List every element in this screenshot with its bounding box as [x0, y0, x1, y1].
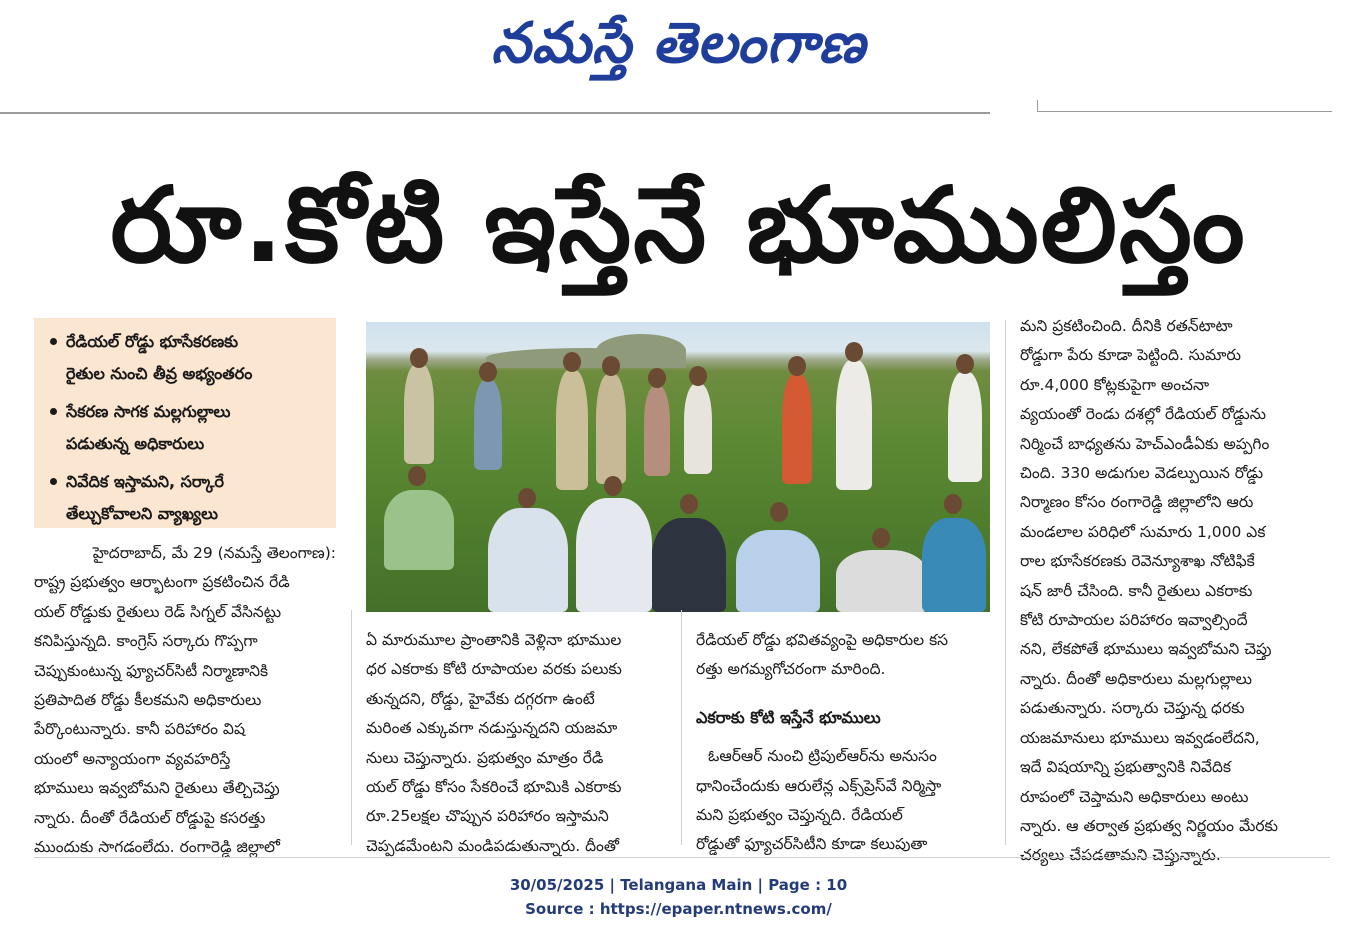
article-text: రూ.4,000 కోట్లకుపైగా అంచనా: [1020, 375, 1210, 394]
article-text: రూ.25లక్షల చొప్పున పరిహారం ఇస్తామని: [366, 807, 609, 826]
person-figure: [474, 380, 502, 470]
person-head: [689, 366, 707, 386]
person-figure: [782, 374, 812, 484]
header-rule: [0, 112, 990, 114]
person-head: [944, 494, 962, 514]
person-head: [518, 488, 536, 508]
person-head: [604, 476, 622, 496]
hill-shape: [486, 348, 686, 368]
article-text: రేడియల్ రోడ్డు భవితవ్యంపై అధికారుల కస: [696, 631, 949, 649]
news-photo: [366, 322, 990, 612]
person-figure: [596, 374, 626, 484]
article-text: మండలాల పరిధిలో సుమారు 1,000 ఎక: [1020, 522, 1266, 541]
article-column-4: [1020, 312, 1328, 871]
article-text: మరింత ఎక్కువగా నడుస్తున్నదని యజమా: [366, 719, 618, 738]
footer-rule: [34, 857, 1330, 858]
article-text: కోటి రూపాయల పరిహారం ఇవ్వాల్సిందే: [1020, 611, 1248, 630]
article-text: మని ప్రభుత్వం చెప్తున్నది. రేడియల్: [696, 806, 903, 825]
person-figure: [644, 386, 670, 476]
highlight-line: రేడియల్ రోడ్డు భూసేకరణకు: [66, 332, 239, 351]
masthead-logo: నమస్తే తెలంగాణ: [491, 10, 866, 76]
person-figure: [652, 518, 726, 612]
article-text: చర్యలు చేపడతామని చెప్తున్నారు.: [1020, 846, 1221, 865]
highlight-line: సేకరణ సాగక మల్లగుల్లాలు: [66, 402, 231, 421]
article-text: చింది. 330 అడుగుల వెడల్పుయిన రోడ్డు: [1020, 464, 1264, 483]
article-text: న్నారు. ఆ తర్వాత ప్రభుత్వ నిర్ణయం మేరకు: [1020, 816, 1279, 835]
article-text: ధర ఎకరాకు కోటి రూపాయల వరకు పలుకు: [366, 660, 622, 679]
person-head: [563, 352, 581, 372]
column-divider: [1005, 320, 1006, 845]
person-head: [956, 354, 974, 374]
article-text: రోడ్డుతో ఫ్యూచర్‌సిటీని కూడా కలుపుతా: [696, 835, 928, 854]
article-text: ధానించేందుకు ఆరులేన్ల ఎక్స్‌ప్రెస్‌వే నిర్మిస్తా: [696, 776, 942, 795]
article-text: న్నారు. దీంతో రేడియల్ రోడ్డుపై కసరత్తు: [34, 808, 266, 827]
article-text: ముందుకు సాగడంలేదు. రంగారెడ్డి జిల్లాలో: [34, 838, 280, 857]
person-head: [680, 494, 698, 514]
article-text: మని ప్రకటించింది. దీనికి రతన్‌టాటా: [1020, 317, 1233, 335]
person-figure: [736, 530, 820, 612]
article-text: రత్తు అగమ్యగోచరంగా మారింది.: [696, 660, 886, 679]
highlight-line: తేల్చుకోవాలని వ్యాఖ్యలు: [66, 504, 218, 523]
article-text: ఓఆర్‌ఆర్ నుంచి ట్రిపుల్‌ఆర్‌ను అనుసం: [708, 747, 937, 766]
bullet-icon: [50, 408, 57, 415]
article-text: రాష్ట్ర ప్రభుత్వం ఆర్భాటంగా ప్రకటించిన రేడి: [34, 573, 290, 592]
person-head: [770, 502, 788, 522]
highlight-line: పడుతున్న అధికారులు: [66, 434, 205, 453]
person-head: [788, 356, 806, 376]
article-text: భూములు ఇవ్వబోమని రైతులు తేల్చిచెప్తు: [34, 779, 280, 798]
article-text: వ్యయంతో రెండు దశల్లో రేడియల్ రోడ్డును: [1020, 405, 1266, 424]
person-figure: [836, 550, 928, 612]
article-subheading: ఎకరాకు కోటి ఇస్తేనే భూములు: [696, 707, 881, 727]
person-head: [845, 342, 863, 362]
article-text: కనిపిస్తున్నది. కాంగ్రెస్ సర్కారు గొప్పగా: [34, 632, 258, 651]
article-text: పడుతున్నారు. సర్కారు చెప్తున్న ధరకు: [1020, 699, 1245, 718]
column-divider: [351, 610, 352, 845]
highlight-item: [42, 396, 330, 460]
person-figure: [836, 360, 872, 490]
person-figure: [948, 372, 982, 482]
article-text: ఏ మారుమూల ప్రాంతానికి వెళ్లినా భూముల: [366, 631, 622, 649]
article-text: నిర్మించే బాధ్యతను హెచ్‌ఎండీఏకు అప్పగిం: [1020, 434, 1270, 453]
person-head: [479, 362, 497, 382]
person-figure: [404, 364, 434, 464]
article-text: రోడ్డుగా పేరు కూడా పెట్టింది. సుమారు: [1020, 346, 1241, 365]
person-figure: [556, 370, 588, 490]
headline: రూ.కోటి ఇస్తేనే భూములిస్తం: [110, 164, 1247, 286]
article-text: షన్ జారీ చేసింది. కానీ రైతులు ఎకరాకు: [1020, 581, 1253, 600]
article-text: ఇదే విషయాన్ని ప్రభుత్వానికి నివేదిక: [1020, 758, 1232, 777]
article-text: యంలో అన్యాయంగా వ్యవహరిస్తే: [34, 749, 231, 768]
header-rule-right: [1037, 111, 1332, 112]
article-text: హైదరాబాద్, మే 29 (నమస్తే తెలంగాణ):: [92, 544, 336, 562]
highlight-line: రైతుల నుంచి తీవ్ర అభ్యంతరం: [66, 364, 253, 383]
person-figure: [922, 518, 986, 612]
article-text: రాల భూసేకరణకు రెవెన్యూశాఖ నోటిఫికే: [1020, 552, 1255, 571]
person-head: [648, 368, 666, 388]
footer-date-page: 30/05/2025 | Telangana Main | Page : 10: [509, 876, 848, 894]
article-text: తున్నదని, రోడ్డు, హైవేకు దగ్గరగా ఉంటే: [366, 689, 595, 708]
article-text: యజమానులు భూములు ఇవ్వడంలేదని,: [1020, 728, 1260, 747]
column-divider: [681, 610, 682, 845]
article-text: నని, లేకపోతే భూములు ఇవ్వబోమని చెప్తు: [1020, 640, 1272, 659]
highlights-box: [34, 318, 336, 528]
article-column-3: [696, 626, 990, 860]
person-head: [602, 356, 620, 376]
article-text: నిర్మాణం కోసం రంగారెడ్డి జిల్లాలోని ఆరు: [1020, 493, 1254, 512]
article-text: చెప్పుకుంటున్న ఫ్యూచర్‌సిటీ నిర్మాణానికి: [34, 661, 269, 680]
bullet-icon: [50, 338, 57, 345]
highlight-line: నివేదిక ఇస్తామని, సర్కారే: [66, 472, 224, 491]
article-text: న్నారు. దీంతో అధికారులు మల్లగుల్లాలు: [1020, 669, 1253, 688]
person-figure: [684, 384, 712, 474]
person-head: [872, 528, 890, 548]
article-text: యల్ రోడ్డు కోసం సేకరించే భూమికి ఎకరాకు: [366, 778, 622, 797]
person-figure: [488, 508, 568, 612]
article-text: ప్రతిపాదిత రోడ్డు కీలకమని అధికారులు: [34, 691, 262, 710]
highlight-item: [42, 466, 330, 530]
article-text: రూపంలో చెప్తామని అధికారులు అంటు: [1020, 787, 1249, 806]
article-text: యల్ రోడ్డుకు రైతులు రెడ్ సిగ్నల్ వేసినట్టు: [34, 602, 282, 621]
article-column-1: [34, 539, 336, 862]
person-head: [410, 348, 428, 368]
highlight-item: [42, 326, 330, 390]
article-column-2: [366, 626, 666, 861]
person-figure: [576, 498, 652, 612]
person-head: [408, 466, 426, 486]
footer-source-link[interactable]: Source : https://epaper.ntnews.com/: [525, 900, 832, 918]
bullet-icon: [50, 478, 57, 485]
article-text: పేర్కొంటున్నారు. కానీ పరిహారం విష: [34, 720, 245, 739]
article-text: నులు చెప్తున్నారు. ప్రభుత్వం మాత్రం రేడి: [366, 748, 604, 767]
article-text: చెప్పడమేంటని మండిపడుతున్నారు. దీంతో: [366, 836, 620, 855]
person-figure: [384, 490, 454, 570]
